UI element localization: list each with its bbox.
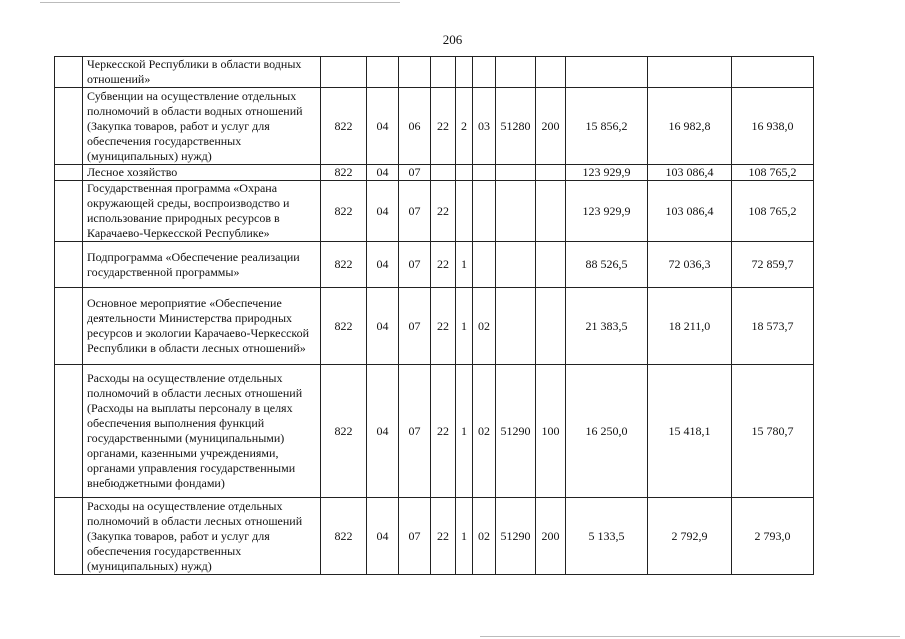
row-blank-cell: [55, 88, 83, 165]
cell-section: 04: [367, 288, 399, 365]
cell-target-subprogram: [456, 57, 473, 88]
cell-subsection: 07: [399, 288, 431, 365]
cell-ved: 822: [321, 165, 367, 181]
cell-section: 04: [367, 242, 399, 288]
cell-expense-type: [536, 165, 566, 181]
row-blank-cell: [55, 165, 83, 181]
cell-amount-year-3: 15 780,7: [732, 365, 814, 498]
cell-target-subprogram: 1: [456, 365, 473, 498]
table-row: [55, 165, 814, 181]
row-name: Государственная программа «Охрана окружающей среды, воспроизводство и использование природных ресурсов в Карачаево-Черкесской Республике»: [83, 181, 321, 242]
cell-amount-year-1: 15 856,2: [566, 88, 648, 165]
cell-section: 04: [367, 88, 399, 165]
cell-target-event: [473, 57, 496, 88]
cell-amount-year-3: 108 765,2: [732, 181, 814, 242]
cell-amount-year-3: [732, 57, 814, 88]
cell-amount-year-2: 103 086,4: [648, 165, 732, 181]
cell-section: 04: [367, 165, 399, 181]
cell-subsection: 07: [399, 365, 431, 498]
cell-target-subprogram: 1: [456, 498, 473, 575]
cell-target-direction: [496, 165, 536, 181]
cell-subsection: 07: [399, 165, 431, 181]
cell-amount-year-2: [648, 57, 732, 88]
cell-target-program: 22: [431, 365, 456, 498]
cell-amount-year-2: 15 418,1: [648, 365, 732, 498]
cell-section: 04: [367, 498, 399, 575]
row-blank-cell: [55, 242, 83, 288]
table-row: [55, 88, 814, 165]
cell-section: 04: [367, 181, 399, 242]
row-blank-cell: [55, 498, 83, 575]
cell-expense-type: [536, 181, 566, 242]
row-name: Подпрограмма «Обеспечение реализации государственной программы»: [83, 242, 321, 288]
cell-amount-year-3: 108 765,2: [732, 165, 814, 181]
cell-target-subprogram: [456, 165, 473, 181]
cell-expense-type: 100: [536, 365, 566, 498]
cell-subsection: 07: [399, 181, 431, 242]
cell-target-program: 22: [431, 498, 456, 575]
cell-target-program: 22: [431, 288, 456, 365]
cell-target-direction: [496, 288, 536, 365]
cell-target-event: 02: [473, 498, 496, 575]
cell-subsection: 07: [399, 242, 431, 288]
row-name: Расходы на осуществление отдельных полномочий в области лесных отношений (Расходы на выплаты персоналу в целях обеспечения выполнения функций государственными (муниципальными) органами, казенными учреждениями, органами управления государственными внебюджетными фондами): [83, 365, 321, 498]
cell-target-subprogram: 2: [456, 88, 473, 165]
cell-target-program: [431, 165, 456, 181]
row-name: Расходы на осуществление отдельных полномочий в области лесных отношений (Закупка товаров, работ и услуг для обеспечения государственных (муниципальных) нужд): [83, 498, 321, 575]
cell-target-event: 02: [473, 288, 496, 365]
table-row: [55, 181, 814, 242]
row-name: Лесное хозяйство: [83, 165, 321, 181]
cell-amount-year-3: 2 793,0: [732, 498, 814, 575]
cell-amount-year-1: 21 383,5: [566, 288, 648, 365]
cell-target-subprogram: 1: [456, 242, 473, 288]
cell-target-event: [473, 181, 496, 242]
cell-target-direction: 51290: [496, 365, 536, 498]
cell-expense-type: [536, 57, 566, 88]
cell-amount-year-3: 72 859,7: [732, 242, 814, 288]
cell-amount-year-2: 103 086,4: [648, 181, 732, 242]
cell-amount-year-2: 18 211,0: [648, 288, 732, 365]
cell-amount-year-1: 88 526,5: [566, 242, 648, 288]
cell-expense-type: 200: [536, 88, 566, 165]
cell-amount-year-1: 5 133,5: [566, 498, 648, 575]
budget-table: [54, 56, 814, 575]
cell-target-event: [473, 165, 496, 181]
cell-expense-type: [536, 242, 566, 288]
row-name: Субвенции на осуществление отдельных полномочий в области водных отношений (Закупка товаров, работ и услуг для обеспечения государственных (муниципальных) нужд): [83, 88, 321, 165]
cell-target-direction: 51280: [496, 88, 536, 165]
cell-target-subprogram: 1: [456, 288, 473, 365]
cell-subsection: [399, 57, 431, 88]
cell-target-program: [431, 57, 456, 88]
cell-target-direction: 51290: [496, 498, 536, 575]
cell-amount-year-1: 16 250,0: [566, 365, 648, 498]
cell-target-event: [473, 242, 496, 288]
cell-target-event: 03: [473, 88, 496, 165]
cell-target-direction: [496, 242, 536, 288]
cell-amount-year-2: 72 036,3: [648, 242, 732, 288]
cell-ved: 822: [321, 242, 367, 288]
cell-target-direction: [496, 57, 536, 88]
row-blank-cell: [55, 288, 83, 365]
page-number: 206: [442, 32, 463, 47]
cell-amount-year-2: 16 982,8: [648, 88, 732, 165]
cell-target-event: 02: [473, 365, 496, 498]
cell-amount-year-1: 123 929,9: [566, 181, 648, 242]
cell-target-program: 22: [431, 242, 456, 288]
cell-expense-type: [536, 288, 566, 365]
cell-section: [367, 57, 399, 88]
row-name: Черкесской Республики в области водных отношений»: [83, 57, 321, 88]
cell-amount-year-1: 123 929,9: [566, 165, 648, 181]
cell-ved: 822: [321, 498, 367, 575]
cell-ved: 822: [321, 181, 367, 242]
cell-subsection: 06: [399, 88, 431, 165]
cell-ved: [321, 57, 367, 88]
cell-target-program: 22: [431, 181, 456, 242]
cell-amount-year-3: 18 573,7: [732, 288, 814, 365]
row-blank-cell: [55, 181, 83, 242]
cell-target-direction: [496, 181, 536, 242]
row-blank-cell: [55, 365, 83, 498]
cell-amount-year-3: 16 938,0: [732, 88, 814, 165]
table-row: [55, 57, 814, 88]
cell-target-program: 22: [431, 88, 456, 165]
row-name: Основное мероприятие «Обеспечение деятельности Министерства природных ресурсов и экологии Карачаево-Черкесской Республики в области лесных отношений»: [83, 288, 321, 365]
cell-target-subprogram: [456, 181, 473, 242]
table-row: [55, 365, 814, 498]
table-row: [55, 288, 814, 365]
cell-subsection: 07: [399, 498, 431, 575]
cell-ved: 822: [321, 365, 367, 498]
table-row: [55, 498, 814, 575]
table-row: [55, 242, 814, 288]
cell-amount-year-1: [566, 57, 648, 88]
cell-amount-year-2: 2 792,9: [648, 498, 732, 575]
cell-ved: 822: [321, 288, 367, 365]
cell-section: 04: [367, 365, 399, 498]
cell-expense-type: 200: [536, 498, 566, 575]
row-blank-cell: [55, 57, 83, 88]
cell-ved: 822: [321, 88, 367, 165]
